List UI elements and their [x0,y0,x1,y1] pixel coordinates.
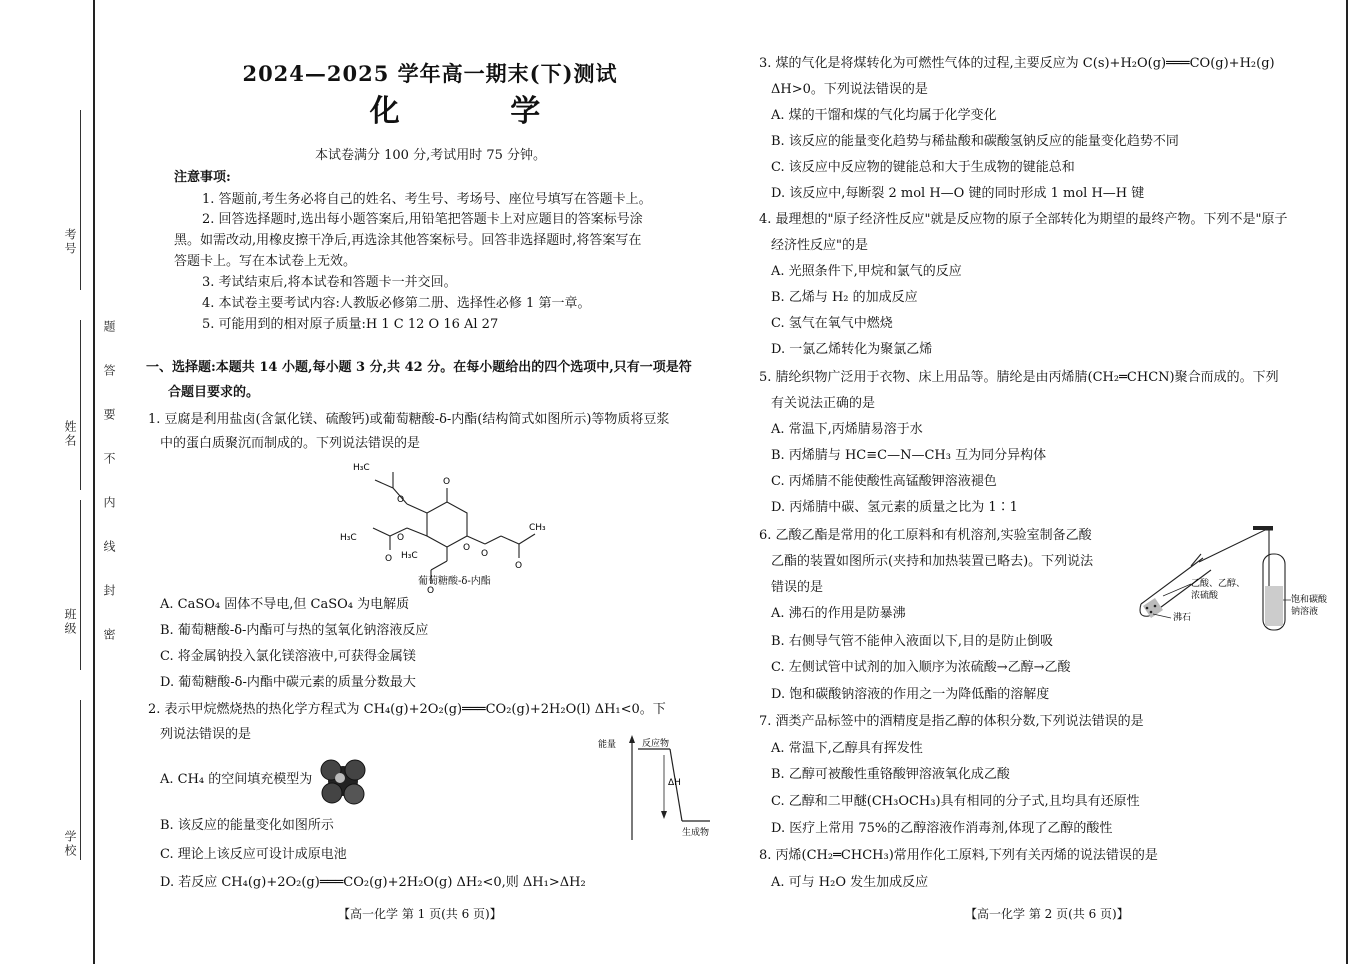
q4-option-b: B. 乙烯与 H₂ 的加成反应 [771,290,918,305]
q4-stem: 4. 最理想的"原子经济性反应"就是反应物的原子全部转化为期望的最终产物。下列不是"原子 [759,212,1288,227]
q2-option-b: B. 该反应的能量变化如图所示 [160,818,334,833]
notice-line: 答题卡上。写在本试卷上无效。 [174,254,357,269]
q8-option-a: A. 可与 H₂O 发生加成反应 [771,875,929,890]
q4-option-c: C. 氢气在氧气中燃烧 [771,316,893,331]
structure-label: O [463,543,471,553]
field-line [80,110,81,290]
q6-option-d: D. 饱和碳酸钠溶液的作用之一为降低酯的溶解度 [771,687,1050,702]
q3-option-a: A. 煤的干馏和煤的气化均属于化学变化 [771,108,997,123]
q7-option-b: B. 乙醇可被酸性重铬酸钾溶液氧化成乙酸 [771,767,1010,782]
right-page-edge [1346,0,1348,964]
energy-axis-label: 能量 [598,740,617,750]
seal-char: 要 [102,408,116,422]
seal-char: 线 [102,540,116,554]
structure-label: O [443,477,451,487]
methane-space-filling-model [318,756,368,806]
notice-line: 黑。如需改动,用橡皮擦干净后,再选涂其他答案标号。回答非选择题时,将答案写在 [174,233,642,248]
structure-label: O [397,495,405,505]
seal-char: 不 [102,452,116,466]
delta-h-label: ΔH [668,778,681,788]
q2-stem: 列说法错误的是 [160,727,252,742]
structure-label: CH₃ [529,523,546,533]
q2-option-d: D. 若反应 CH₄(g)+2O₂(g)═══CO₂(g)+2H₂O(g) ΔH₂<0,则 ΔH₁>ΔH₂ [160,875,586,890]
q8-stem: 8. 丙烯(CH₂═CHCH₃)常用作化工原料,下列有关丙烯的说法错误的是 [759,848,1158,863]
page-1-footer: 【高一化学 第 1 页(共 6 页)】 [338,907,502,921]
apparatus-label: 乙酸、乙醇、 [1191,579,1246,589]
glucono-delta-lactone-structure [335,458,555,593]
subject-title: 化 学 [369,94,591,129]
q2-option-a: A. CH₄ 的空间填充模型为 [160,772,313,787]
field-line [80,320,81,490]
page-2-footer: 【高一化学 第 2 页(共 6 页)】 [965,907,1129,921]
field-line [80,500,81,670]
structure-label: O [515,561,523,571]
q5-stem: 5. 腈纶织物广泛用于衣物、床上用品等。腈纶是由丙烯腈(CH₂═CHCN)聚合而成的。下列 [759,370,1279,385]
q7-option-d: D. 医疗上常用 75%的乙醇溶液作消毒剂,体现了乙醇的酸性 [771,821,1113,836]
exam-intro: 本试卷满分 100 分,考试用时 75 分钟。 [315,148,547,163]
structure-label: O [481,549,489,559]
q6-stem: 乙酯的装置如图所示(夹持和加热装置已略去)。下列说法 [771,554,1094,569]
structure-label: O [397,533,405,543]
q3-stem: ΔH>0。下列说法错误的是 [771,82,928,97]
q7-option-c: C. 乙醇和二甲醚(CH₃OCH₃)具有相同的分子式,且均具有还原性 [771,794,1140,809]
structure-caption: 葡萄糖酸-δ-内酯 [418,576,491,587]
q5-option-d: D. 丙烯腈中碳、氢元素的质量之比为 1∶1 [771,500,1018,515]
q1-stem: 中的蛋白质聚沉而制成的。下列说法错误的是 [160,436,421,451]
seal-char: 封 [102,584,116,598]
seal-char: 答 [102,364,116,378]
left-page-edge [93,0,95,964]
q3-option-c: C. 该反应中反应物的键能总和大于生成物的键能总和 [771,160,1075,175]
field-exam-number: 考号 [63,228,77,256]
product-label: 生成物 [682,828,710,838]
notice-line: 4. 本试卷主要考试内容:人教版必修第二册、选择性必修 1 第一章。 [202,296,591,311]
q5-stem: 有关说法正确的是 [771,396,876,411]
reactant-label: 反应物 [642,739,670,749]
q4-stem: 经济性反应"的是 [771,238,868,253]
notice-line: 5. 可能用到的相对原子质量:H 1 C 12 O 16 Al 27 [202,317,499,332]
q2-stem: 2. 表示甲烷燃烧热的热化学方程式为 CH₄(g)+2O₂(g)═══CO₂(g)+2H₂O(l) ΔH₁<0。下 [148,702,666,717]
q3-option-b: B. 该反应的能量变化趋势与稀盐酸和碳酸氢钠反应的能量变化趋势不同 [771,134,1179,149]
q7-stem: 7. 酒类产品标签中的酒精度是指乙醇的体积分数,下列说法错误的是 [759,714,1144,729]
notice-title: 注意事项: [174,170,231,185]
q6-stem: 6. 乙酸乙酯是常用的化工原料和有机溶剂,实验室制备乙酸 [759,528,1092,543]
q5-option-b: B. 丙烯腈与 HC≡C—N—CH₃ 互为同分异构体 [771,448,1047,463]
q6-option-b: B. 右侧导气管不能伸入液面以下,目的是防止倒吸 [771,634,1053,649]
seal-char: 密 [102,628,116,642]
notice-line: 1. 答题前,考生务必将自己的姓名、考生号、考场号、座位号填写在答题卡上。 [202,192,652,207]
field-name: 姓名 [63,420,77,448]
q6-stem: 错误的是 [771,580,824,595]
q3-stem: 3. 煤的气化是将煤转化为可燃性气体的过程,主要反应为 C(s)+H₂O(g)═══CO(g)+H₂(g) [759,56,1275,71]
q6-option-a: A. 沸石的作用是防暴沸 [771,606,906,621]
seal-char: 题 [102,320,116,334]
apparatus-label: 钠溶液 [1291,607,1319,617]
ester-apparatus [1133,526,1338,636]
field-class: 班级 [63,608,77,636]
q7-option-a: A. 常温下,乙醇具有挥发性 [771,741,923,756]
structure-label: O [427,586,435,593]
apparatus-label: 沸石 [1173,613,1192,623]
field-line [80,700,81,860]
q2-option-c: C. 理论上该反应可设计成原电池 [160,847,347,862]
notice-line: 2. 回答选择题时,选出每小题答案后,用铅笔把答题卡上对应题目的答案标号涂 [202,212,643,227]
apparatus-label: 饱和碳酸 [1291,595,1328,605]
apparatus-label: 浓硫酸 [1191,591,1219,601]
q5-option-c: C. 丙烯腈不能使酸性高锰酸钾溶液褪色 [771,474,997,489]
q1-option-d: D. 葡萄糖酸-δ-内酯中碳元素的质量分数最大 [160,675,416,690]
q1-option-c: C. 将金属钠投入氯化镁溶液中,可获得金属镁 [160,649,416,664]
field-school: 学校 [63,830,77,858]
structure-label: O [385,554,393,564]
q1-option-a: A. CaSO₄ 固体不导电,但 CaSO₄ 为电解质 [160,597,410,612]
structure-label: H₃C [353,463,370,473]
q1-stem: 1. 豆腐是利用盐卤(含氯化镁、硫酸钙)或葡萄糖酸-δ-内酯(结构简式如图所示)等物质将豆浆 [148,412,670,427]
notice-line: 3. 考试结束后,将本试卷和答题卡一并交回。 [202,275,457,290]
exam-title: 2024—2025 学年高一期末(下)测试 [242,61,618,86]
section-title: 合题目要求的。 [168,385,260,400]
q1-option-b: B. 葡萄糖酸-δ-内酯可与热的氢氧化钠溶液反应 [160,623,429,638]
seal-char: 内 [102,496,116,510]
q3-option-d: D. 该反应中,每断裂 2 mol H—O 键的同时形成 1 mol H—H 键 [771,186,1145,201]
q4-option-a: A. 光照条件下,甲烷和氯气的反应 [771,264,962,279]
q5-option-a: A. 常温下,丙烯腈易溶于水 [771,422,923,437]
energy-diagram [598,735,718,845]
q4-option-d: D. 一氯乙烯转化为聚氯乙烯 [771,342,933,357]
q6-option-c: C. 左侧试管中试剂的加入顺序为浓硫酸→乙醇→乙酸 [771,660,1071,675]
structure-label: H₃C [401,551,418,561]
structure-label: H₃C [340,533,357,543]
section-title: 一、选择题:本题共 14 小题,每小题 3 分,共 42 分。在每小题给出的四个选项中,只有一项是符 [146,360,692,375]
